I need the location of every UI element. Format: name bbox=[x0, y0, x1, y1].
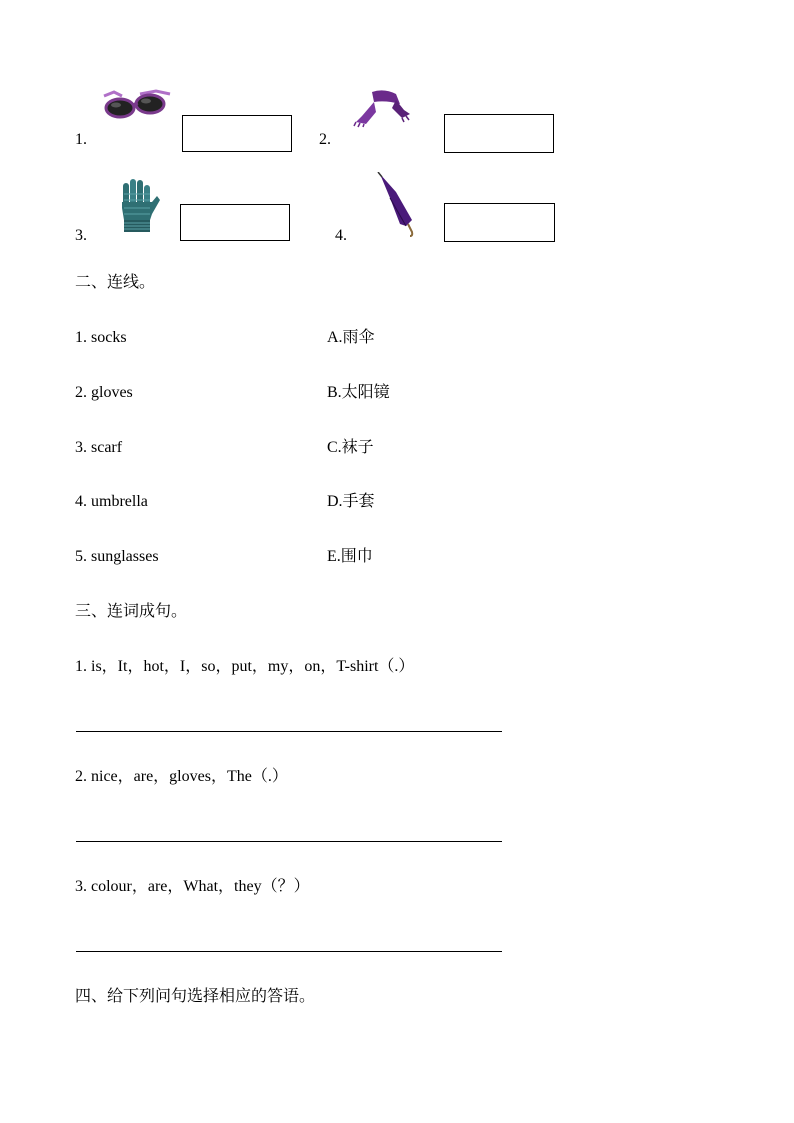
matching-left-item: 3. scarf bbox=[75, 439, 123, 456]
item-number: 3. bbox=[75, 227, 87, 244]
matching-left-item: 1. socks bbox=[75, 329, 127, 346]
matching-right-item: C.袜子 bbox=[327, 439, 374, 456]
matching-right-item: B.太阳镜 bbox=[327, 384, 390, 401]
section-heading-responses: 四、给下列问句选择相应的答语。 bbox=[75, 988, 316, 1005]
sunglasses-icon bbox=[100, 88, 172, 122]
item-number: 4. bbox=[335, 227, 347, 244]
answer-line-1[interactable] bbox=[76, 731, 502, 732]
item-number: 1. bbox=[75, 131, 87, 148]
answer-line-3[interactable] bbox=[76, 951, 502, 952]
glove-icon bbox=[114, 178, 160, 234]
umbrella-icon bbox=[376, 172, 418, 238]
answer-box-4[interactable] bbox=[444, 203, 555, 242]
ordering-question: 2. nice，are，gloves，The（.） bbox=[75, 768, 288, 785]
matching-right-item: E.围巾 bbox=[327, 548, 373, 565]
matching-right-item: D.手套 bbox=[327, 493, 375, 510]
matching-right-item: A.雨伞 bbox=[327, 329, 375, 346]
answer-box-1[interactable] bbox=[182, 115, 292, 152]
matching-left-item: 4. umbrella bbox=[75, 493, 148, 510]
ordering-question: 3. colour，are，What，they（？） bbox=[75, 878, 310, 895]
ordering-question: 1. is，It，hot，I，so，put，my，on，T-shirt（.） bbox=[75, 658, 415, 675]
section-heading-ordering: 三、连词成句。 bbox=[75, 603, 188, 620]
scarf-icon bbox=[352, 86, 412, 128]
item-number: 2. bbox=[319, 131, 331, 148]
matching-left-item: 2. gloves bbox=[75, 384, 133, 401]
section-heading-matching: 二、连线。 bbox=[75, 274, 156, 291]
answer-box-3[interactable] bbox=[180, 204, 290, 241]
answer-line-2[interactable] bbox=[76, 841, 502, 842]
matching-left-item: 5. sunglasses bbox=[75, 548, 159, 565]
answer-box-2[interactable] bbox=[444, 114, 554, 153]
